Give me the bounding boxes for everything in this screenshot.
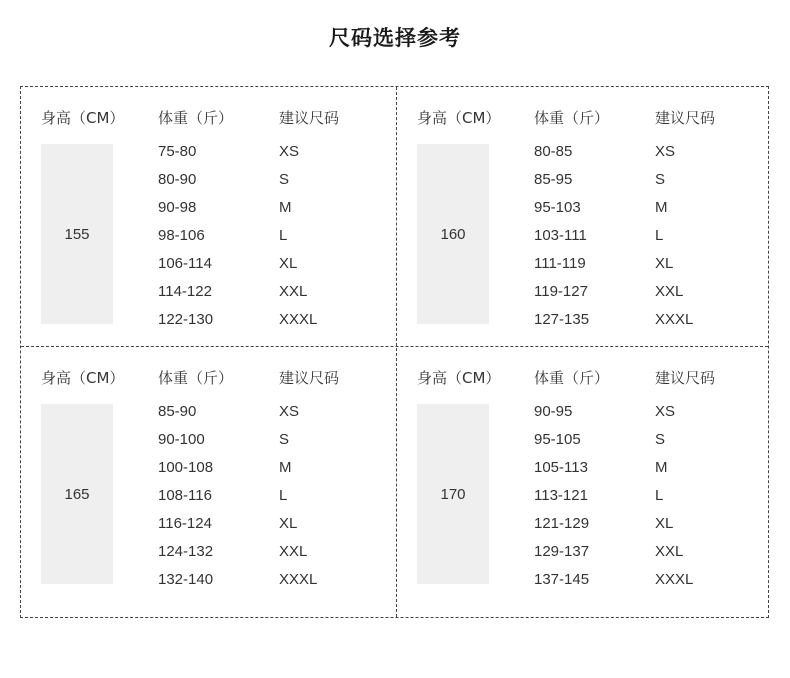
weight-range: 111-119 bbox=[534, 255, 586, 272]
table-row bbox=[534, 139, 754, 167]
weight-header: 体重（斤） bbox=[158, 369, 234, 387]
size-rows bbox=[158, 399, 378, 595]
size-label: XS bbox=[279, 143, 300, 160]
size-rows bbox=[534, 139, 754, 335]
size-label: XXXL bbox=[655, 311, 694, 328]
weight-range: 122-130 bbox=[158, 311, 214, 328]
table-row bbox=[534, 223, 754, 251]
size-label: L bbox=[655, 227, 664, 244]
weight-range: 132-140 bbox=[158, 571, 214, 588]
size-label: XXL bbox=[279, 543, 308, 560]
size-label: XL bbox=[655, 515, 674, 532]
size-label: XL bbox=[655, 255, 674, 272]
size-header: 建议尺码 bbox=[279, 109, 340, 127]
table-row bbox=[158, 455, 378, 483]
weight-range: 100-108 bbox=[158, 459, 214, 476]
size-header: 建议尺码 bbox=[655, 109, 716, 127]
size-label: XXXL bbox=[279, 311, 318, 328]
height-cell bbox=[417, 144, 489, 324]
size-label: L bbox=[279, 227, 288, 244]
size-label: XS bbox=[655, 403, 676, 420]
table-row bbox=[534, 279, 754, 307]
size-label: M bbox=[655, 459, 668, 476]
height-header: 身高（CM） bbox=[41, 369, 125, 387]
table-row bbox=[158, 251, 378, 279]
weight-range: 108-116 bbox=[158, 487, 212, 504]
weight-range: 80-90 bbox=[158, 171, 197, 188]
weight-range: 90-95 bbox=[534, 403, 573, 420]
table-row bbox=[158, 139, 378, 167]
table-row bbox=[534, 483, 754, 511]
weight-header: 体重（斤） bbox=[534, 109, 610, 127]
weight-range: 98-106 bbox=[158, 227, 205, 244]
height-value: 160 bbox=[440, 225, 466, 243]
weight-range: 137-145 bbox=[534, 571, 590, 588]
size-rows bbox=[534, 399, 754, 595]
weight-range: 95-103 bbox=[534, 199, 581, 216]
height-cell bbox=[41, 404, 113, 584]
size-label: M bbox=[279, 199, 292, 216]
height-value: 165 bbox=[64, 485, 90, 503]
weight-range: 113-121 bbox=[534, 487, 588, 504]
table-row bbox=[534, 455, 754, 483]
size-label: XXXL bbox=[655, 571, 694, 588]
size-label: S bbox=[655, 171, 666, 188]
size-group-170 bbox=[397, 347, 771, 605]
weight-range: 90-100 bbox=[158, 431, 205, 448]
weight-header: 体重（斤） bbox=[158, 109, 234, 127]
size-header: 建议尺码 bbox=[655, 369, 716, 387]
table-row bbox=[158, 223, 378, 251]
height-value: 170 bbox=[440, 485, 466, 503]
weight-range: 105-113 bbox=[534, 459, 588, 476]
size-label: XXXL bbox=[279, 571, 318, 588]
size-label: L bbox=[655, 487, 664, 504]
table-row bbox=[534, 251, 754, 279]
weight-range: 116-124 bbox=[158, 515, 212, 532]
height-header: 身高（CM） bbox=[41, 109, 125, 127]
size-group-155 bbox=[21, 87, 395, 345]
weight-range: 114-122 bbox=[158, 283, 212, 300]
table-row bbox=[534, 399, 754, 427]
weight-range: 85-95 bbox=[534, 171, 573, 188]
size-label: XS bbox=[655, 143, 676, 160]
table-row bbox=[534, 195, 754, 223]
size-label: S bbox=[655, 431, 666, 448]
weight-range: 80-85 bbox=[534, 143, 573, 160]
size-group-160 bbox=[397, 87, 771, 345]
table-row bbox=[158, 539, 378, 567]
size-label: M bbox=[279, 459, 292, 476]
size-chart-grid bbox=[20, 86, 769, 618]
weight-range: 90-98 bbox=[158, 199, 197, 216]
size-label: XXL bbox=[279, 283, 308, 300]
table-row bbox=[534, 511, 754, 539]
size-label: XXL bbox=[655, 543, 684, 560]
table-row bbox=[158, 567, 378, 595]
table-row bbox=[158, 279, 378, 307]
weight-range: 129-137 bbox=[534, 543, 590, 560]
table-row bbox=[158, 427, 378, 455]
weight-range: 127-135 bbox=[534, 311, 590, 328]
weight-range: 85-90 bbox=[158, 403, 197, 420]
height-header: 身高（CM） bbox=[417, 109, 501, 127]
table-row bbox=[158, 511, 378, 539]
table-row bbox=[534, 307, 754, 335]
height-header: 身高（CM） bbox=[417, 369, 501, 387]
size-label: S bbox=[279, 171, 290, 188]
table-row bbox=[534, 167, 754, 195]
size-label: S bbox=[279, 431, 290, 448]
weight-range: 95-105 bbox=[534, 431, 581, 448]
table-row bbox=[158, 307, 378, 335]
page-title: 尺码选择参考 bbox=[329, 26, 461, 50]
size-label: XL bbox=[279, 255, 298, 272]
size-group-165 bbox=[21, 347, 395, 605]
size-label: L bbox=[279, 487, 288, 504]
height-cell bbox=[41, 144, 113, 324]
height-cell bbox=[417, 404, 489, 584]
table-row bbox=[534, 539, 754, 567]
table-row bbox=[534, 427, 754, 455]
weight-range: 103-111 bbox=[534, 227, 587, 244]
size-label: XL bbox=[279, 515, 298, 532]
weight-range: 121-129 bbox=[534, 515, 590, 532]
size-header: 建议尺码 bbox=[279, 369, 340, 387]
table-row bbox=[158, 167, 378, 195]
weight-range: 75-80 bbox=[158, 143, 197, 160]
weight-header: 体重（斤） bbox=[534, 369, 610, 387]
table-row bbox=[534, 567, 754, 595]
weight-range: 124-132 bbox=[158, 543, 214, 560]
table-row bbox=[158, 399, 378, 427]
size-rows bbox=[158, 139, 378, 335]
height-value: 155 bbox=[64, 225, 90, 243]
weight-range: 119-127 bbox=[534, 283, 588, 300]
table-row bbox=[158, 195, 378, 223]
size-label: M bbox=[655, 199, 668, 216]
size-label: XXL bbox=[655, 283, 684, 300]
weight-range: 106-114 bbox=[158, 255, 212, 272]
size-label: XS bbox=[279, 403, 300, 420]
table-row bbox=[158, 483, 378, 511]
